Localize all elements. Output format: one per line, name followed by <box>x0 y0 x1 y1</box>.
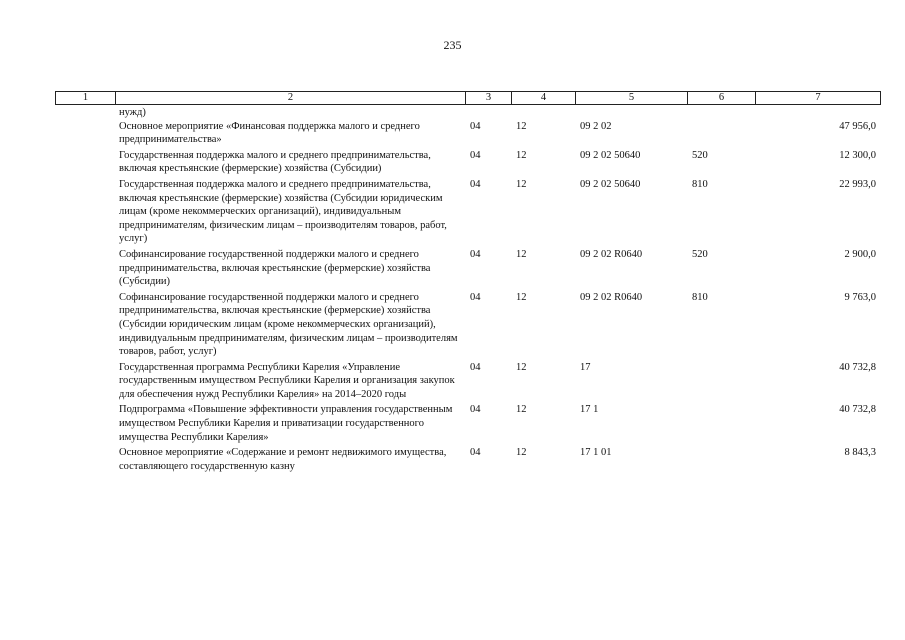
row-number-cell <box>55 403 115 446</box>
row-subsection-code: 12 <box>516 291 527 303</box>
row-amount: 2 900,0 <box>844 248 876 260</box>
row-section-code: 04 <box>470 404 481 416</box>
row-target-article: 09 2 02 50640 <box>580 178 641 190</box>
row-subsection-code: 12 <box>516 248 527 260</box>
row-section-code: 04 <box>470 447 481 459</box>
row-expense-type <box>687 120 755 149</box>
row-amount: 9 763,0 <box>844 291 876 303</box>
column-header-2: 2 <box>116 92 466 105</box>
row-number-cell <box>55 446 115 475</box>
table-row <box>55 361 880 404</box>
row-target-article: 09 2 02 R0640 <box>580 291 643 303</box>
row-amount: 8 843,3 <box>844 447 876 459</box>
row-expense-type: 520 <box>692 149 708 161</box>
row-subsection-code: 12 <box>516 149 527 161</box>
row-section-code: 04 <box>470 178 481 190</box>
row-number-cell <box>55 248 115 291</box>
row-section-code: 04 <box>470 248 481 260</box>
table-row <box>55 178 880 248</box>
budget-table <box>55 106 880 475</box>
row-expense-type <box>687 361 755 404</box>
column-header-1: 1 <box>56 92 116 105</box>
row-description: Государственная программа Республики Карелия «Управление государственным имуществом Республики Карелия и организация закупок для обеспечения нужд Республики Карелия» на 2014–2020 годы <box>119 361 455 400</box>
row-description: Основное мероприятие «Содержание и ремонт недвижимого имущества, составляющего государственную казну <box>119 447 447 472</box>
row-number-cell <box>55 149 115 178</box>
row-description: Государственная поддержка малого и среднего предпринимательства, включая крестьянские (фермерские) хозяйства (Субсидии юридическим лицам (кроме некоммерческих организаций), индивидуальным предпринимателям, физическим лицам – производителям товаров, работ, услуг) <box>119 178 447 245</box>
row-expense-type: 810 <box>692 178 708 190</box>
row-amount: 12 300,0 <box>839 149 876 161</box>
row-subsection-code: 12 <box>516 178 527 190</box>
row-subsection-code: 12 <box>516 447 527 459</box>
column-header-4: 4 <box>512 92 576 105</box>
table-row <box>55 120 880 149</box>
row-number-cell <box>55 361 115 404</box>
row-number-cell <box>55 120 115 149</box>
column-header-6: 6 <box>688 92 756 105</box>
row-subsection-code: 12 <box>516 361 527 373</box>
row-target-article: 17 <box>580 361 591 373</box>
budget-table-body <box>55 106 880 475</box>
row-description: Софинансирование государственной поддержки малого и среднего предпринимательства, включая крестьянские (фермерские) хозяйства (Субсидии юридическим лицам (кроме некоммерческих организаций), индивидуальным предпринимателям, физическим лицам – производителям товаров, работ, услуг) <box>119 291 458 358</box>
row-target-article: 09 2 02 R0640 <box>580 248 643 260</box>
row-description: Подпрограмма «Повышение эффективности управления государственным имуществом Республики Карелия и приватизации государственного имущества Республики Карелия» <box>119 404 453 443</box>
row-amount: 47 956,0 <box>839 120 876 132</box>
continuation-text: нужд) <box>119 107 146 118</box>
row-expense-type: 520 <box>692 248 708 260</box>
column-header-3: 3 <box>466 92 512 105</box>
column-header-5: 5 <box>576 92 688 105</box>
page-number: 235 <box>443 38 462 52</box>
row-section-code: 04 <box>470 149 481 161</box>
row-section-code: 04 <box>470 361 481 373</box>
row-target-article: 17 1 01 <box>580 447 612 459</box>
continuation-row <box>55 106 880 120</box>
row-amount: 40 732,8 <box>839 404 876 416</box>
row-target-article: 17 1 <box>580 404 599 416</box>
table-row <box>55 446 880 475</box>
row-description: Государственная поддержка малого и среднего предпринимательства, включая крестьянские (фермерские) хозяйства (Субсидии) <box>119 149 431 175</box>
row-section-code: 04 <box>470 291 481 303</box>
row-subsection-code: 12 <box>516 404 527 416</box>
column-header-row <box>56 92 881 105</box>
row-target-article: 09 2 02 50640 <box>580 149 641 161</box>
column-header-table <box>55 91 881 105</box>
row-expense-type <box>687 446 755 475</box>
row-number-cell <box>55 291 115 361</box>
row-number-cell <box>55 178 115 248</box>
table-row <box>55 403 880 446</box>
row-section-code: 04 <box>470 120 481 132</box>
row-target-article: 09 2 02 <box>580 120 612 132</box>
row-expense-type: 810 <box>692 291 708 303</box>
row-description: Софинансирование государственной поддержки малого и среднего предпринимательства, включая крестьянские (фермерские) хозяйства (Субсидии) <box>119 248 431 288</box>
table-row <box>55 248 880 291</box>
column-header-7: 7 <box>756 92 881 105</box>
row-amount: 22 993,0 <box>839 178 876 190</box>
row-subsection-code: 12 <box>516 120 527 132</box>
row-expense-type <box>687 403 755 446</box>
table-row <box>55 149 880 178</box>
row-amount: 40 732,8 <box>839 361 876 373</box>
table-row <box>55 291 880 361</box>
row-description: Основное мероприятие «Финансовая поддержка малого и среднего предпринимательства» <box>119 120 420 146</box>
